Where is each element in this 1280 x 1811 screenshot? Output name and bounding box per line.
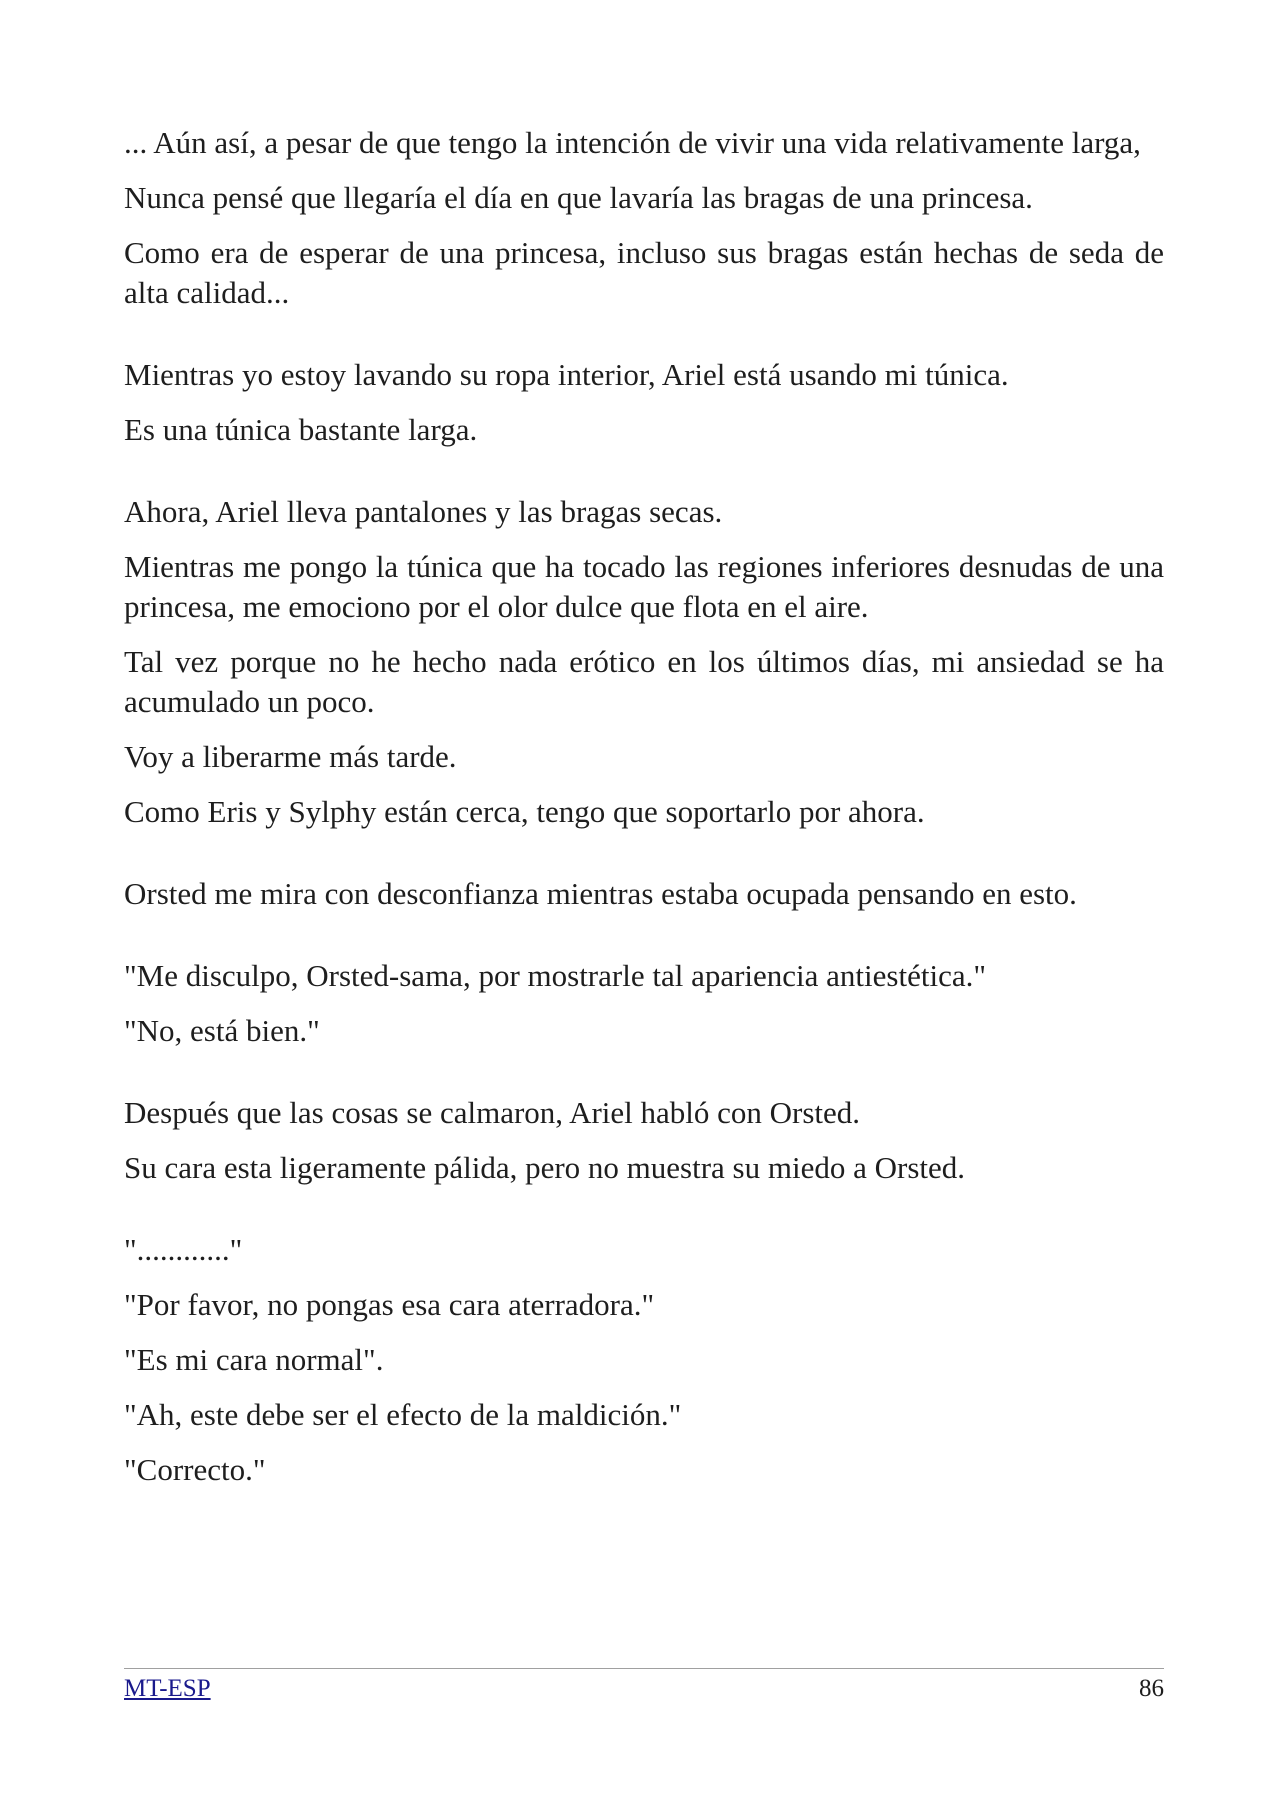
paragraph-17: "Por favor, no pongas esa cara aterradora." — [124, 1287, 655, 1322]
paragraph-3: Como era de esperar de una princesa, incluso sus bragas están hechas de seda de alta calidad... — [124, 235, 1164, 310]
paragraph-11: Orsted me mira con desconfianza mientras estaba ocupada pensando en esto. — [124, 876, 1077, 911]
paragraph-15: Su cara esta ligeramente pálida, pero no muestra su miedo a Orsted. — [124, 1150, 966, 1185]
document-body — [124, 123, 1164, 1505]
page-footer — [124, 1668, 1164, 1705]
paragraph-12: "Me disculpo, Orsted-sama, por mostrarle tal apariencia antiestética." — [124, 958, 986, 993]
paragraph-20: "Correcto." — [124, 1452, 266, 1487]
footer-link[interactable]: MT-ESP — [124, 1675, 211, 1702]
paragraph-8: Tal vez porque no he hecho nada erótico en los últimos días, mi ansiedad se ha acumulado un poco. — [124, 644, 1164, 719]
paragraph-2: Nunca pensé que llegaría el día en que lavaría las bragas de una princesa. — [124, 180, 1033, 215]
paragraph-7: Mientras me pongo la túnica que ha tocado las regiones inferiores desnudas de una princesa, me emociono por el olor dulce que flota en el aire. — [124, 549, 1164, 624]
paragraph-6: Ahora, Ariel lleva pantalones y las bragas secas. — [124, 494, 723, 529]
paragraph-16: "............" — [124, 1232, 243, 1267]
page-number: 86 — [1139, 1675, 1164, 1702]
paragraph-18: "Es mi cara normal". — [124, 1342, 384, 1377]
paragraph-13: "No, está bien." — [124, 1013, 320, 1048]
paragraph-10: Como Eris y Sylphy están cerca, tengo que soportarlo por ahora. — [124, 794, 925, 829]
paragraph-4: Mientras yo estoy lavando su ropa interior, Ariel está usando mi túnica. — [124, 357, 1009, 392]
paragraph-9: Voy a liberarme más tarde. — [124, 739, 457, 774]
paragraph-19: "Ah, este debe ser el efecto de la maldición." — [124, 1397, 682, 1432]
paragraph-14: Después que las cosas se calmaron, Ariel habló con Orsted. — [124, 1095, 861, 1130]
paragraph-1: ... Aún así, a pesar de que tengo la intención de vivir una vida relativamente larga, — [124, 125, 1141, 160]
paragraph-5: Es una túnica bastante larga. — [124, 412, 478, 447]
